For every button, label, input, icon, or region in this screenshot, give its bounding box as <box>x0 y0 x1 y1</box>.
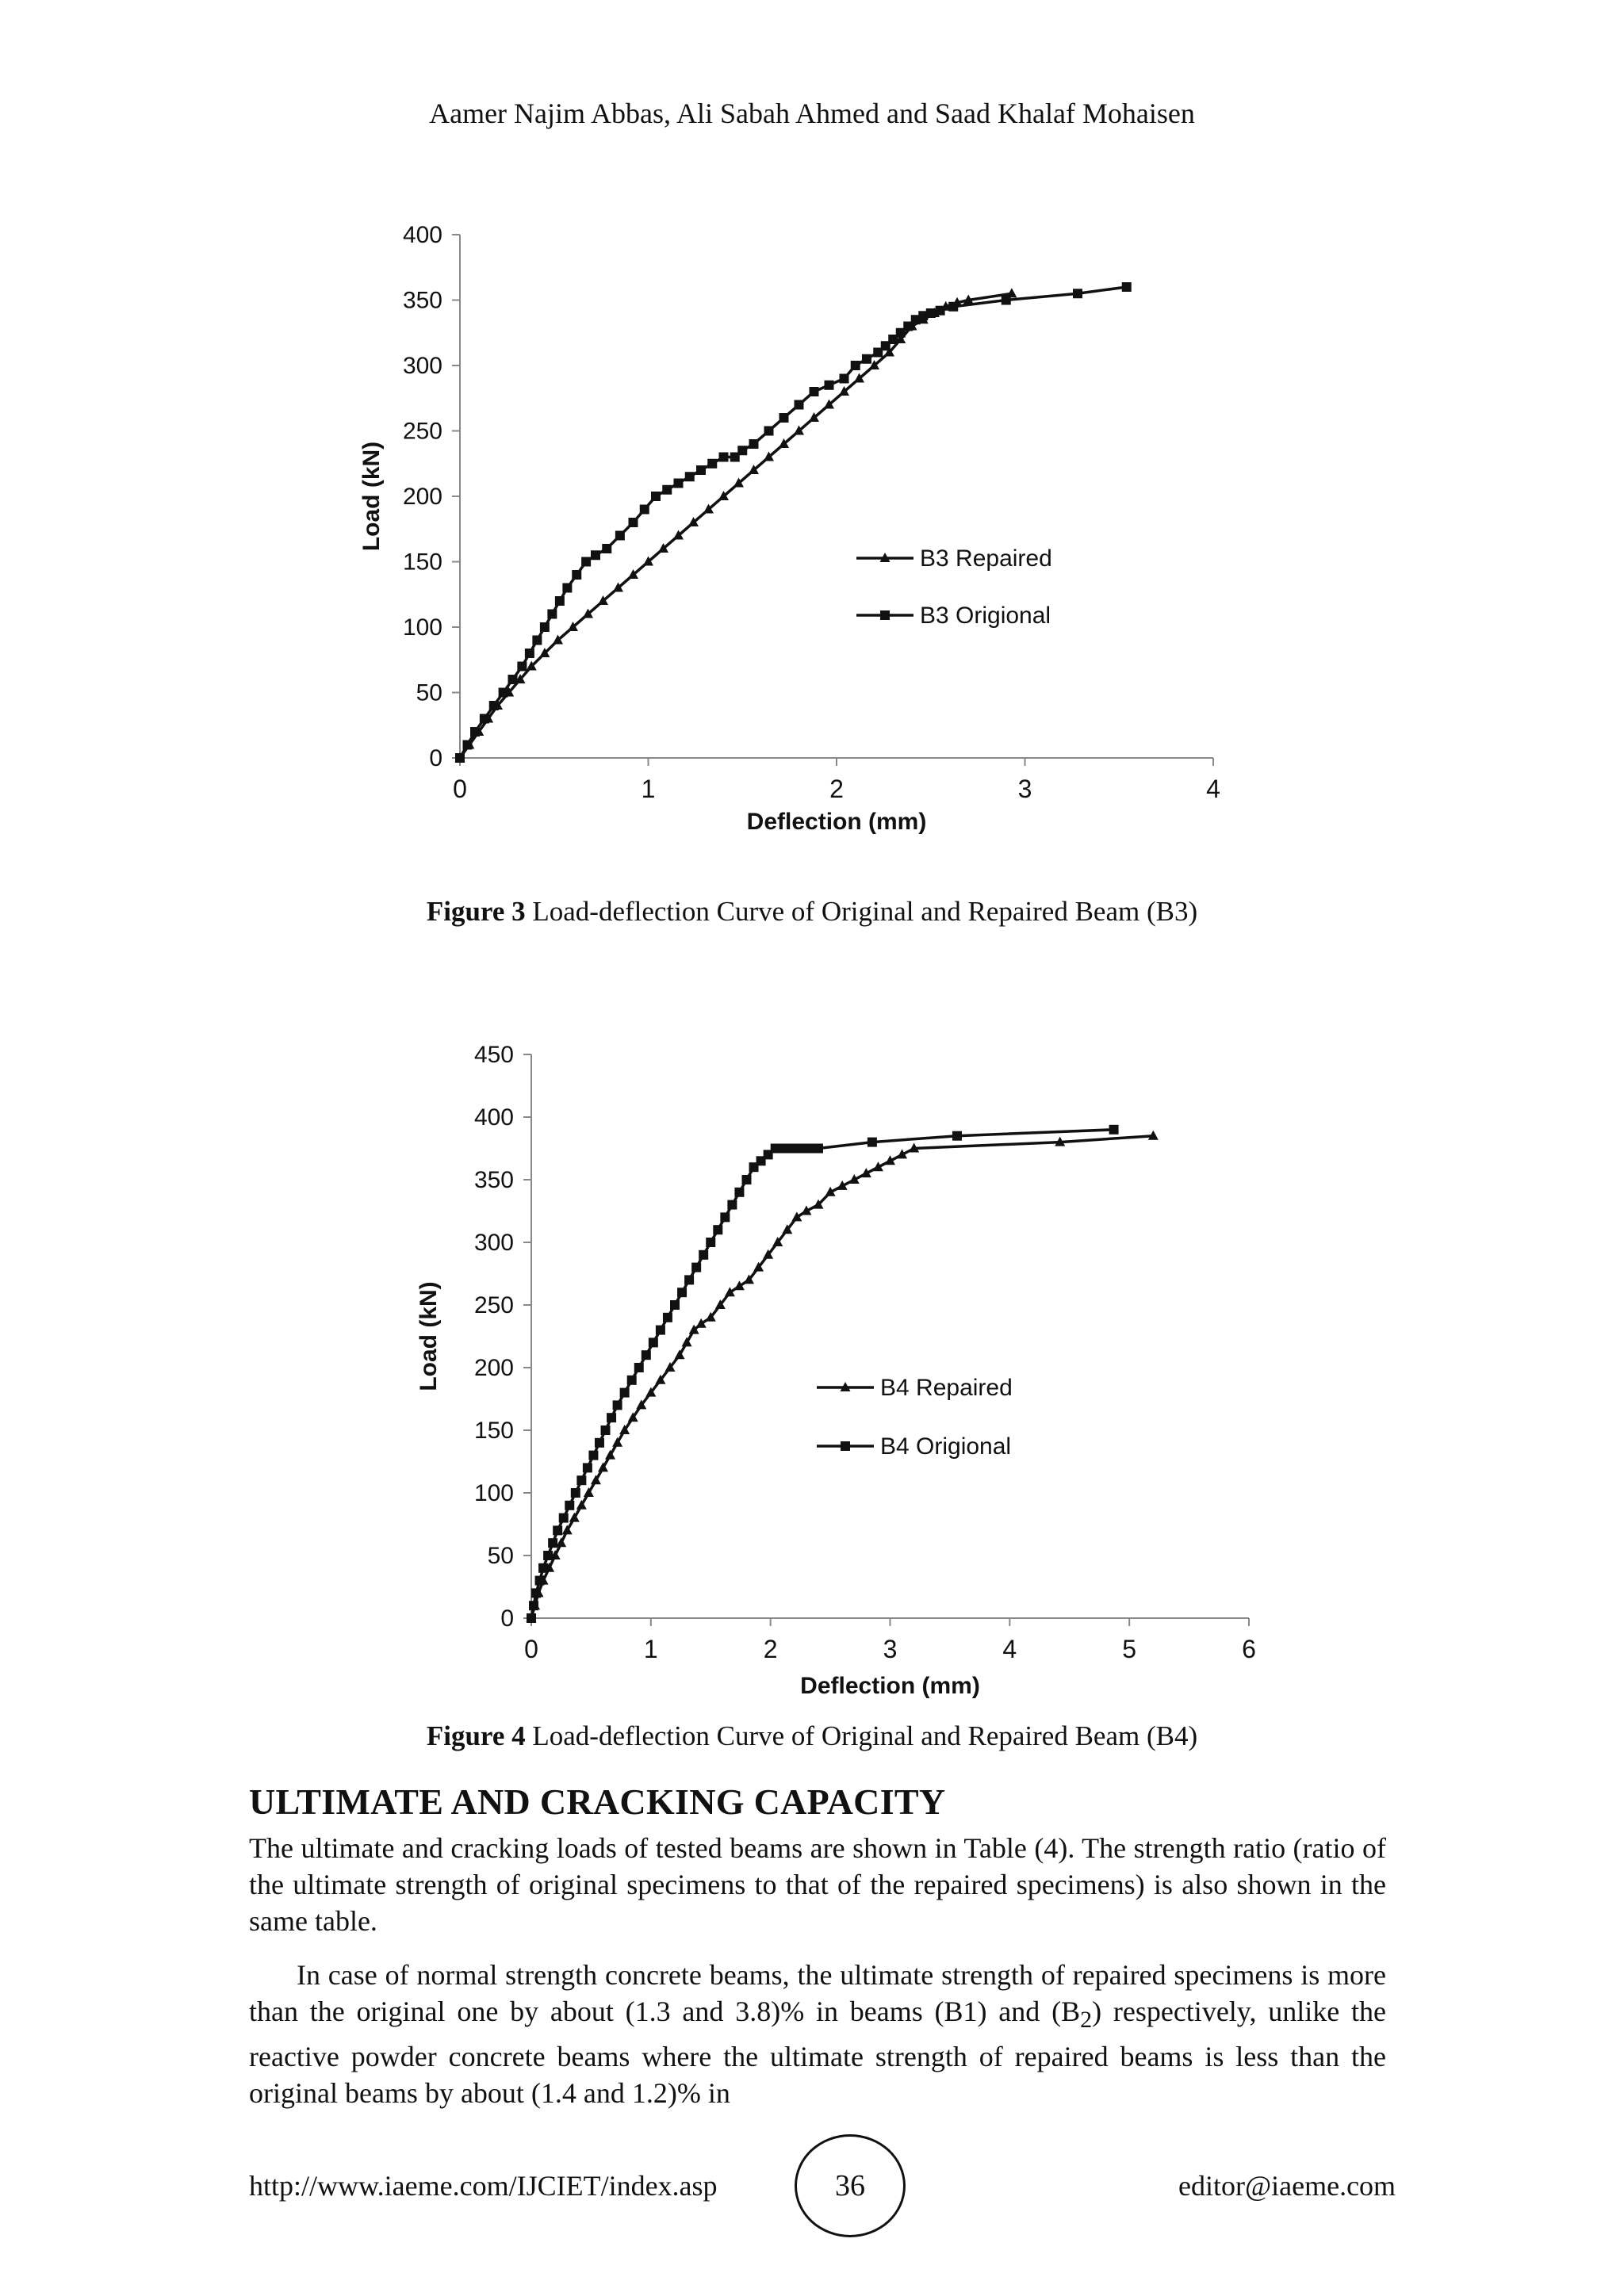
data-point <box>531 1588 541 1598</box>
figure-4-caption-text: Load-deflection Curve of Original and Repaired Beam (B4) <box>525 1720 1198 1751</box>
figure-3-caption-text: Load-deflection Curve of Original and Repaired Beam (B3) <box>525 896 1198 927</box>
data-point <box>670 1300 680 1310</box>
data-point <box>553 1525 562 1535</box>
data-point <box>691 1263 701 1272</box>
data-point <box>565 1501 574 1510</box>
data-point <box>805 1144 814 1154</box>
data-point <box>555 596 565 606</box>
data-point <box>455 753 465 763</box>
series-original <box>455 282 1132 763</box>
data-point <box>525 649 534 658</box>
data-point <box>1109 1125 1119 1135</box>
data-point <box>862 354 871 364</box>
series-line <box>460 287 1127 758</box>
data-point <box>489 701 499 710</box>
x-tick-label: 3 <box>1017 775 1032 803</box>
data-point <box>707 459 717 469</box>
data-point <box>640 505 649 515</box>
data-point <box>840 374 849 384</box>
y-tick-label: 250 <box>402 418 442 445</box>
y-tick-label: 300 <box>473 1230 514 1256</box>
legend-label: B4 Repaired <box>880 1375 1013 1401</box>
figure-3-caption <box>0 896 1624 928</box>
data-point <box>629 518 638 527</box>
paragraph-2-part-b: ) respectively, unlike the reactive powder concrete beams where the ultimate strength of repaired beams is less than the original beams by about (1.4 and 1.2)% in <box>249 1996 1387 2110</box>
y-tick-label: 350 <box>473 1167 514 1193</box>
data-point <box>663 1313 672 1322</box>
paragraph-2-subscript: 2 <box>1080 2007 1093 2034</box>
data-point <box>591 550 600 560</box>
figure-4-label: Figure 4 <box>426 1720 526 1751</box>
data-point <box>764 427 774 436</box>
y-tick-label: 300 <box>402 353 442 379</box>
x-tick-label: 1 <box>643 1635 658 1663</box>
data-point <box>470 727 480 737</box>
x-tick-label: 1 <box>641 775 656 803</box>
data-point <box>651 492 661 501</box>
series-repaired <box>455 288 1017 762</box>
y-tick-label: 50 <box>487 1543 514 1569</box>
legend-marker <box>880 610 890 620</box>
data-point <box>742 1175 752 1184</box>
data-point <box>642 1350 651 1360</box>
data-point <box>662 485 672 495</box>
data-point <box>1122 282 1132 292</box>
legend-entry <box>856 603 1051 629</box>
y-tick-label: 0 <box>500 1605 514 1632</box>
data-point <box>649 1337 658 1347</box>
data-point <box>656 1326 665 1335</box>
running-header: Aamer Najim Abbas, Ali Sabah Ahmed and Saad Khalaf Mohaisen <box>429 98 1195 129</box>
series-line <box>531 1136 1153 1618</box>
data-point <box>543 1551 553 1560</box>
data-point <box>696 465 706 475</box>
x-tick-label: 3 <box>883 1635 898 1663</box>
figure-4-caption <box>0 1720 1624 1752</box>
data-point <box>825 381 834 390</box>
data-point <box>634 1363 644 1372</box>
x-tick-label: 6 <box>1242 1635 1256 1663</box>
x-tick-label: 4 <box>1206 775 1220 803</box>
data-point <box>583 1463 592 1472</box>
y-tick-label: 150 <box>402 549 442 576</box>
y-tick-label: 250 <box>473 1292 514 1318</box>
paragraph-2 <box>249 1957 1386 2111</box>
data-point <box>581 557 591 567</box>
x-axis-title: Deflection (mm) <box>800 1673 980 1699</box>
data-point <box>779 413 789 423</box>
data-point <box>576 1475 586 1485</box>
data-point <box>727 1200 737 1210</box>
x-tick-label: 0 <box>453 775 467 803</box>
y-tick-label: 100 <box>473 1480 514 1506</box>
data-point <box>529 1601 538 1610</box>
x-tick-label: 2 <box>829 775 844 803</box>
axes <box>403 222 1220 803</box>
y-tick-label: 50 <box>416 679 442 706</box>
series-line <box>531 1130 1114 1618</box>
y-axis-title: Load (kN) <box>416 1281 442 1391</box>
x-tick-label: 5 <box>1122 1635 1137 1663</box>
data-point <box>480 714 489 724</box>
data-point <box>795 400 804 410</box>
series-line <box>460 293 1012 758</box>
y-tick-label: 100 <box>402 614 442 641</box>
y-tick-label: 200 <box>402 484 442 510</box>
data-point <box>734 1188 744 1197</box>
data-point <box>588 1451 598 1460</box>
data-point <box>547 610 557 619</box>
data-point <box>613 1400 622 1410</box>
data-point <box>720 1212 730 1222</box>
data-point <box>538 1563 548 1573</box>
legend-entry <box>817 1433 1011 1460</box>
data-point <box>499 688 508 698</box>
legend-label: B4 Origional <box>880 1433 1012 1460</box>
data-point <box>851 361 860 370</box>
y-tick-label: 400 <box>473 1104 514 1131</box>
x-tick-label: 4 <box>1002 1635 1017 1663</box>
data-point <box>601 1425 611 1435</box>
x-tick-label: 0 <box>524 1635 538 1663</box>
data-point <box>952 1131 962 1141</box>
data-point <box>615 531 625 541</box>
data-point <box>627 1376 637 1385</box>
data-point <box>926 308 936 318</box>
data-point <box>810 387 819 396</box>
y-tick-label: 450 <box>473 1042 514 1068</box>
y-tick-label: 350 <box>402 287 442 314</box>
data-point <box>556 1537 566 1547</box>
footer-email[interactable]: editor@iaeme.com <box>1178 2170 1396 2202</box>
data-point <box>620 1388 630 1398</box>
paragraph-1: The ultimate and cracking loads of tested beams are shown in Table (4). The strength ratio (ratio of the ultimate strength of original specimens to that of the repaired specimens) is also shown in the same table. <box>249 1832 1386 1937</box>
data-point <box>607 1413 616 1422</box>
legend-label: B3 Origional <box>920 603 1051 629</box>
data-point <box>463 740 473 750</box>
data-point <box>1002 296 1011 305</box>
data-point <box>572 570 581 580</box>
legend-label: B3 Repaired <box>920 545 1052 572</box>
data-point <box>571 1488 580 1498</box>
data-point <box>936 306 945 316</box>
y-tick-label: 150 <box>473 1418 514 1444</box>
data-point <box>749 439 759 449</box>
data-point <box>508 675 518 684</box>
data-point <box>719 453 729 462</box>
legend-marker <box>841 1441 850 1451</box>
data-point <box>595 1438 604 1448</box>
x-tick-label: 2 <box>763 1635 778 1663</box>
y-axis-title: Load (kN) <box>358 441 385 552</box>
data-point <box>1073 289 1082 298</box>
data-point <box>814 1144 823 1154</box>
data-point <box>706 1238 715 1247</box>
data-point <box>562 584 572 593</box>
data-point <box>527 1613 536 1623</box>
data-point <box>677 1288 687 1297</box>
y-tick-label: 200 <box>473 1355 514 1381</box>
data-point <box>868 1138 877 1147</box>
data-point <box>517 662 527 672</box>
y-tick-label: 0 <box>429 745 442 771</box>
figure-4-chart <box>373 1023 1269 1705</box>
data-point <box>532 636 542 645</box>
legend-entry <box>856 545 1052 572</box>
series-repaired <box>527 1131 1159 1622</box>
paragraph-2-part-a: In case of normal strength concrete beams, the ultimate strength of repaired specimens is more than the original one by about (1.3 and 3.8)% in beams (B1) and (B <box>249 1959 1386 2027</box>
footer-url[interactable]: http://www.iaeme.com/IJCIET/index.asp <box>249 2170 718 2202</box>
y-tick-label: 400 <box>402 222 442 248</box>
figure-3-label: Figure 3 <box>426 896 526 927</box>
page-number: 36 <box>795 2134 906 2237</box>
figure-3-chart <box>317 206 1300 856</box>
data-point <box>685 472 695 481</box>
data-point <box>602 544 611 553</box>
data-point <box>548 1538 557 1548</box>
data-point <box>699 1250 708 1260</box>
x-axis-title: Deflection (mm) <box>746 809 927 835</box>
legend-entry <box>817 1375 1013 1401</box>
data-point <box>540 622 550 632</box>
data-point <box>559 1513 569 1523</box>
data-point <box>737 446 747 455</box>
data-point <box>674 479 684 488</box>
data-point <box>948 302 958 312</box>
data-point <box>684 1275 694 1284</box>
data-point <box>535 1576 545 1586</box>
axes <box>474 1042 1256 1663</box>
section-title: ULTIMATE AND CRACKING CAPACITY <box>249 1781 946 1822</box>
data-point <box>713 1225 722 1234</box>
